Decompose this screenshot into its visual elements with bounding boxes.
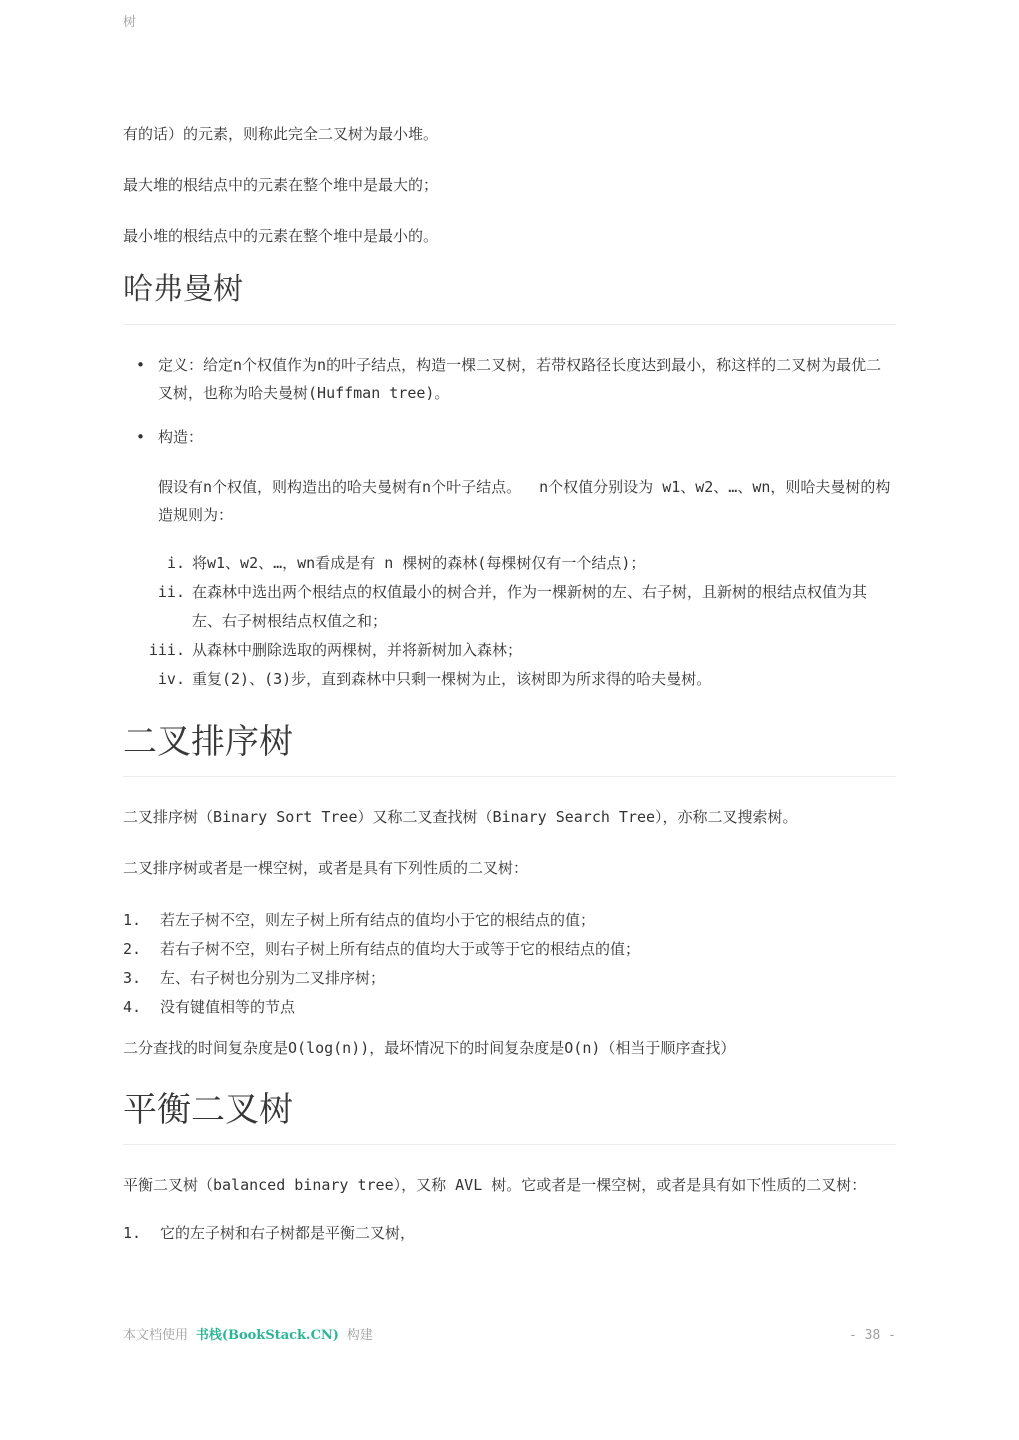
list-item-text: 在森林中选出两个根结点的权值最小的树合并，作为一棵新树的左、右子树，且新树的根结点权值为其左、右子树根结点权值之和； — [192, 583, 868, 630]
section-title-huffman-tree: 哈弗曼树 — [123, 272, 896, 325]
list-item-text: 它的左子树和右子树都是平衡二叉树， — [160, 1224, 416, 1242]
footer-prefix: 本文档使用 — [123, 1328, 196, 1343]
list-marker: 1. — [123, 911, 142, 929]
list-item — [123, 906, 896, 935]
list-item-text: 没有键值相等的节点 — [160, 998, 296, 1016]
page-footer — [123, 1326, 896, 1346]
list-item: • 构造： — [123, 423, 896, 451]
page-number: - 38 - — [849, 1328, 896, 1343]
list-marker: 1. — [123, 1224, 142, 1242]
list-item — [123, 964, 896, 993]
list-item-text: 从森林中删除选取的两棵树，并将新树加入森林； — [192, 641, 523, 659]
list-item — [123, 1219, 896, 1248]
huffman-steps-list — [123, 549, 896, 694]
section-title-binary-sort-tree: 二叉排序树 — [123, 722, 896, 777]
list-marker: ii. — [157, 583, 185, 601]
list-item-text: 若左子树不空，则左子树上所有结点的值均小于它的根结点的值； — [160, 911, 596, 929]
bst-complexity-paragraph: 二分查找的时间复杂度是O(log(n))，最坏情况下的时间复杂度是O(n)（相当于顺序查找） — [123, 1039, 736, 1057]
list-marker: 2. — [123, 940, 142, 958]
list-item-text: 左、右子树也分别为二叉排序树； — [160, 969, 386, 987]
huffman-bullet-list — [123, 351, 896, 451]
list-item-text: 重复(2)、(3)步，直到森林中只剩一棵树为止，该树即为所求得的哈夫曼树。 — [192, 670, 712, 688]
footer-build-note — [123, 1326, 373, 1346]
footer-suffix: 构建 — [338, 1328, 373, 1343]
list-item: • 定义：给定n个权值作为n的叶子结点，构造一棵二叉树，若带权路径长度达到最小，称这样的二叉树为最优二叉树，也称为哈夫曼树(Huffman tree)。 — [123, 351, 896, 407]
huffman-construction-paragraph: 假设有n个权值，则构造出的哈夫曼树有n个叶子结点。 n个权值分别设为 w1、w2、…、wn，则哈夫曼树的构造规则为： — [158, 478, 891, 524]
section-title-balanced-binary-tree: 平衡二叉树 — [123, 1090, 896, 1145]
list-item — [123, 665, 896, 694]
list-item — [123, 549, 896, 578]
intro-paragraph: 最大堆的根结点中的元素在整个堆中是最大的； — [123, 176, 439, 194]
list-marker: i. — [166, 554, 185, 572]
running-header-title: 树 — [123, 15, 137, 30]
list-item — [123, 636, 896, 665]
page-content — [123, 0, 896, 1248]
bst-properties-list — [123, 906, 896, 1022]
list-item-text: 若右子树不空，则右子树上所有结点的值均大于或等于它的根结点的值； — [160, 940, 641, 958]
bst-paragraph: 二叉排序树（Binary Sort Tree）又称二叉查找树（Binary Search Tree），亦称二叉搜索树。 — [123, 808, 798, 826]
intro-paragraph: 有的话）的元素，则称此完全二叉树为最小堆。 — [123, 125, 439, 143]
bst-paragraph: 二叉排序树或者是一棵空树，或者是具有下列性质的二叉树： — [123, 859, 529, 877]
intro-paragraph: 最小堆的根结点中的元素在整个堆中是最小的。 — [123, 227, 439, 245]
list-item — [123, 993, 896, 1022]
list-marker: iii. — [148, 641, 185, 659]
list-marker: iv. — [157, 670, 185, 688]
list-item-text: 将w1、w2、…，wn看成是有 n 棵树的森林(每棵树仅有一个结点)； — [192, 554, 646, 572]
bookstack-link[interactable]: 书栈(BookStack.CN) — [195, 1328, 339, 1343]
list-marker: 4. — [123, 998, 142, 1016]
list-marker: 3. — [123, 969, 142, 987]
list-item — [123, 578, 896, 636]
avl-properties-list — [123, 1219, 896, 1248]
avl-paragraph: 平衡二叉树（balanced binary tree），又称 AVL 树。它或者是一棵空树，或者是具有如下性质的二叉树： — [123, 1176, 867, 1194]
list-item — [123, 935, 896, 964]
